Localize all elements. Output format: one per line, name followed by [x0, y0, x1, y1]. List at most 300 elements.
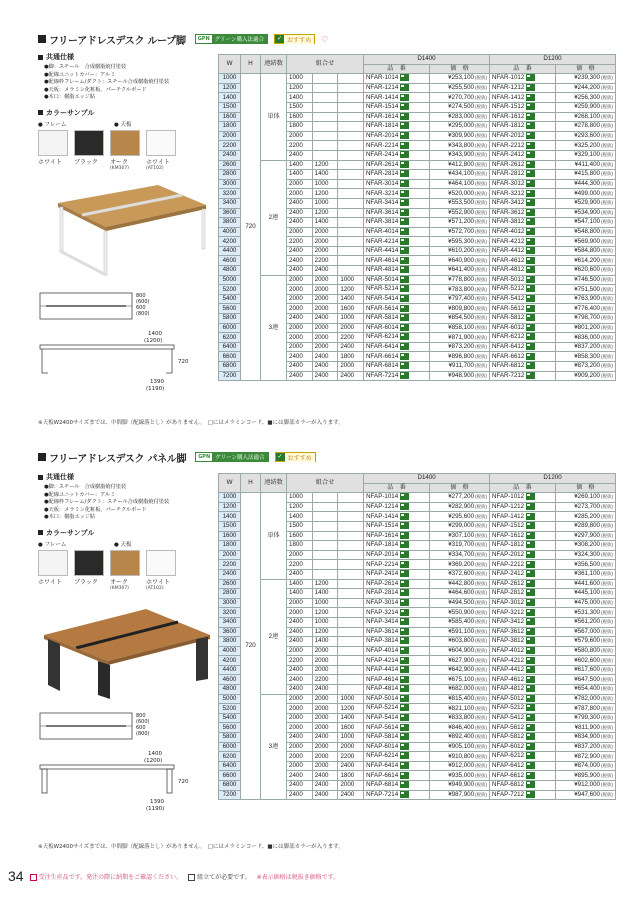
cell-part-number: NFAP-5812: [490, 733, 556, 743]
tax-label: (税抜): [474, 372, 487, 378]
cell-combo-2: [312, 141, 338, 151]
color-code-icon: [400, 628, 409, 635]
cell-combo-3: 1400: [338, 294, 364, 304]
cell-width: 2000: [219, 550, 241, 560]
cell-part-number: NFAP-4212: [490, 656, 556, 666]
color-code-icon: [400, 228, 409, 235]
cell-price: ¥647,500(税抜): [555, 675, 615, 685]
cell-price: ¥412,800(税抜): [430, 160, 490, 170]
tax-label: (税抜): [474, 123, 487, 129]
color-code-icon: [400, 513, 409, 520]
cell-width: 5800: [219, 733, 241, 743]
cell-part-number: NFAR-5012: [489, 275, 555, 285]
tax-label: (税抜): [601, 791, 613, 797]
cell-price: ¥253,100(税抜): [430, 74, 490, 84]
cell-part-number: NFAP-6412: [490, 761, 556, 771]
cell-combo-3: [338, 512, 364, 522]
cell-price: ¥871,900(税抜): [430, 333, 490, 343]
cell-combo-3: 2400: [338, 371, 364, 381]
cell-width: 6400: [219, 761, 241, 771]
cell-part-number: NFAP-6014: [364, 742, 430, 752]
cell-width: 1800: [219, 122, 241, 132]
tax-label: (税抜): [601, 724, 613, 730]
cell-combo-1: 2000: [287, 713, 313, 723]
cell-price: ¥811,900(税抜): [555, 723, 615, 733]
cell-price: ¥553,500(税抜): [430, 198, 490, 208]
color-code-icon: [400, 589, 409, 596]
color-code-icon: [400, 333, 409, 340]
cell-combo-2: 2400: [312, 266, 338, 276]
cell-combo-3: 1600: [338, 723, 364, 733]
cell-price: ¥858,100(税抜): [430, 323, 490, 333]
cell-price: ¥274,500(税抜): [430, 102, 490, 112]
tax-label: (税抜): [475, 724, 488, 730]
cell-combo-3: 1600: [338, 304, 364, 314]
cell-price: ¥580,800(税抜): [555, 646, 615, 656]
spec-item: ●天板：メラミン化粧板、パーチクルボード: [44, 506, 147, 513]
cell-combo-3: [338, 198, 364, 208]
cell-price: ¥499,000(税抜): [556, 189, 616, 199]
cell-width: 1000: [219, 74, 241, 84]
cell-combo-1: 2000: [287, 179, 313, 189]
cell-part-number: NFAR-1614: [363, 112, 429, 122]
cell-combo-1: 2000: [287, 598, 313, 608]
cell-width: 6600: [219, 771, 241, 781]
cell-part-number: NFAP-2814: [364, 589, 430, 599]
footer-note-assembly: 組立てが必要です。: [188, 872, 251, 881]
cell-combo-2: 2400: [312, 685, 338, 695]
cell-combo-3: [338, 579, 364, 589]
tax-label: (税抜): [474, 296, 487, 302]
cell-price: ¥269,100(税抜): [555, 493, 615, 503]
col-w: W: [219, 55, 241, 74]
color-code-icon: [526, 733, 535, 740]
color-code-icon: [526, 580, 535, 587]
cell-part-number: NFAR-4214: [363, 237, 429, 247]
cell-combo-1: 2400: [287, 685, 313, 695]
swatch-oak: オーク (KM307): [110, 550, 140, 591]
cell-price: ¥834,900(税抜): [555, 733, 615, 743]
cell-part-number: NFAR-6212: [489, 333, 555, 343]
color-code-icon: [526, 752, 535, 759]
cell-part-number: NFAR-5412: [489, 294, 555, 304]
svg-text:(1200): (1200): [144, 757, 163, 764]
color-code-icon: [526, 618, 535, 625]
cell-part-number: NFAP-4812: [490, 685, 556, 695]
color-code-icon: [400, 199, 409, 206]
cell-combo-2: [312, 541, 338, 551]
cell-combo-2: [312, 531, 338, 541]
col-w: W: [219, 474, 241, 493]
cell-combo-3: [338, 266, 364, 276]
color-code-icon: [400, 305, 409, 312]
cell-combo-2: [312, 131, 338, 141]
cell-combo-1: 2000: [287, 646, 313, 656]
cell-width: 2800: [219, 589, 241, 599]
cell-part-number: NFAP-2412: [490, 569, 556, 579]
assembly-icon: [188, 874, 195, 881]
tax-label: (税抜): [474, 353, 487, 359]
tax-label: (税抜): [475, 791, 488, 797]
color-code-icon: [526, 142, 535, 149]
cell-part-number: NFAR-7214: [363, 371, 429, 381]
cell-combo-3: [338, 627, 364, 637]
cell-combo-3: 1000: [338, 314, 364, 324]
color-code-icon: [400, 781, 409, 788]
cell-combo-1: 2400: [287, 617, 313, 627]
color-code-icon: [400, 113, 409, 120]
cell-part-number: NFAP-2414: [364, 569, 430, 579]
cell-combo-1: 2200: [287, 560, 313, 570]
tax-label: (税抜): [474, 200, 487, 206]
cell-combo-3: [338, 617, 364, 627]
cell-part-number: NFAP-6414: [364, 761, 430, 771]
color-code-icon: [526, 685, 535, 692]
svg-text:(1190): (1190): [146, 805, 165, 812]
cell-combo-2: 1200: [312, 579, 338, 589]
color-code-icon: [526, 190, 535, 197]
cell-combo-1: 2400: [287, 637, 313, 647]
color-code-icon: [400, 257, 409, 264]
tax-label: (税抜): [601, 200, 613, 206]
color-heading: カラーサンプル: [38, 528, 213, 538]
color-code-icon: [526, 503, 535, 510]
cell-combo-3: [338, 656, 364, 666]
cell-part-number: NFAP-1514: [364, 521, 430, 531]
cell-price: ¥610,200(税抜): [430, 246, 490, 256]
tax-label: (税抜): [601, 238, 613, 244]
cell-price: ¥602,600(税抜): [555, 656, 615, 666]
cell-combo-2: 2400: [312, 781, 338, 791]
cell-combo-3: [338, 531, 364, 541]
cell-part-number: NFAP-5612: [490, 723, 556, 733]
cell-price: ¥329,100(税抜): [556, 150, 616, 160]
tax-label: (税抜): [601, 363, 613, 369]
cell-combo-1: 1000: [287, 74, 313, 84]
cell-price: ¥987,900(税抜): [429, 790, 489, 800]
color-code-icon: [526, 628, 535, 635]
cell-part-number: NFAR-3014: [363, 179, 429, 189]
cell-combo-3: [338, 521, 364, 531]
dimension-drawing-panel: [38, 707, 213, 817]
cell-price: ¥682,000(税抜): [429, 685, 489, 695]
cell-part-number: NFAR-1514: [363, 102, 429, 112]
cell-part-number: NFAR-2614: [363, 160, 429, 170]
color-code-icon: [526, 657, 535, 664]
cell-width: 1800: [219, 541, 241, 551]
table-row: [219, 160, 616, 170]
color-code-icon: [400, 103, 409, 110]
cell-combo-2: 2000: [312, 752, 338, 762]
color-code-icon: [400, 647, 409, 654]
table-note: ※天板W2400サイズまでは、中間脚（配線落とし）がありません。 □にはメラミンコード、■には脚部カラーが入ります。: [38, 420, 344, 426]
tax-label: (税抜): [475, 734, 488, 740]
tax-label: (税抜): [475, 513, 488, 519]
color-code-icon: [400, 238, 409, 245]
cell-width: 5200: [219, 285, 241, 295]
cell-price: ¥569,900(税抜): [556, 237, 616, 247]
cell-combo-1: 1200: [287, 83, 313, 93]
color-code-icon: [526, 609, 535, 616]
cell-width: 5600: [219, 304, 241, 314]
cell-part-number: NFAR-2812: [489, 170, 555, 180]
color-code-icon: [400, 247, 409, 254]
tax-label: (税抜): [474, 315, 487, 321]
tax-label: (税抜): [601, 657, 613, 663]
color-code-icon: [526, 570, 535, 577]
cell-width: 6800: [219, 362, 241, 372]
cell-combo-1: 2000: [287, 323, 313, 333]
tax-label: (税抜): [475, 647, 488, 653]
color-code-icon: [526, 247, 535, 254]
table-row: [219, 493, 616, 503]
heart-icon: ♡: [321, 34, 329, 44]
tax-label: (税抜): [601, 286, 613, 292]
cell-part-number: NFAP-6814: [364, 781, 430, 791]
cell-price: ¥858,300(税抜): [556, 352, 616, 362]
cell-part-number: NFAR-4612: [489, 256, 555, 266]
tax-label: (税抜): [475, 532, 488, 538]
swatch-white-top: ホワイト (AT102): [146, 550, 176, 591]
cell-combo-1: 2200: [287, 237, 313, 247]
tax-label: (税抜): [601, 142, 613, 148]
cell-combo-1: 1400: [287, 589, 313, 599]
cell-combo-1: 2000: [287, 550, 313, 560]
cell-price: ¥283,000(税抜): [430, 112, 490, 122]
cell-price: ¥319,700(税抜): [429, 541, 489, 551]
color-code-icon: [400, 657, 409, 664]
tax-label: (税抜): [475, 772, 488, 778]
cell-combo-2: [312, 550, 338, 560]
cell-part-number: NFAP-3614: [364, 627, 430, 637]
color-code-icon: [526, 513, 535, 520]
color-heading: カラーサンプル: [38, 108, 213, 118]
cell-width: 4400: [219, 665, 241, 675]
color-code-icon: [526, 714, 535, 721]
cell-part-number: NFAP-2014: [364, 550, 430, 560]
cell-combo-3: [338, 74, 364, 84]
cell-part-number: NFAP-1414: [364, 512, 430, 522]
cell-part-number: NFAR-3612: [489, 208, 555, 218]
tax-label: (税抜): [601, 248, 613, 254]
cell-combo-1: 2000: [287, 694, 313, 704]
cell-price: ¥912,000(税抜): [555, 781, 615, 791]
cell-combo-3: 1200: [338, 704, 364, 714]
color-code-icon: [526, 151, 535, 158]
cell-combo-2: [312, 512, 338, 522]
cell-combo-2: 1400: [312, 218, 338, 228]
color-code-icon: [400, 94, 409, 101]
cell-width: 3600: [219, 208, 241, 218]
color-code-icon: [526, 589, 535, 596]
cell-combo-3: [338, 550, 364, 560]
color-code-icon: [526, 285, 535, 292]
cell-price: ¥833,800(税抜): [429, 713, 489, 723]
cell-part-number: NFAP-5212: [490, 704, 556, 714]
cell-part-number: NFAR-2014: [363, 131, 429, 141]
cell-connection-count: 3連: [261, 275, 287, 381]
tax-label: (税抜): [601, 542, 613, 548]
cell-price: ¥604,900(税抜): [429, 646, 489, 656]
cell-price: ¥909,200(税抜): [556, 371, 616, 381]
svg-text:1400: 1400: [148, 750, 162, 757]
cell-combo-2: 1400: [312, 170, 338, 180]
cell-combo-1: 2400: [287, 198, 313, 208]
cell-combo-1: 2400: [287, 569, 313, 579]
color-code-icon: [400, 276, 409, 283]
cell-combo-2: 1000: [312, 198, 338, 208]
svg-text:(600): (600): [136, 718, 150, 725]
cell-price: ¥282,900(税抜): [429, 502, 489, 512]
cell-price: ¥675,100(税抜): [429, 675, 489, 685]
spec-item: ●配線枠フレーム/ダクト：スチール合成樹脂焼付塗装: [44, 79, 170, 85]
color-code-icon: [400, 685, 409, 692]
color-code-icon: [526, 333, 535, 340]
cell-price: ¥948,900(税抜): [430, 371, 490, 381]
cell-width: 1500: [219, 102, 241, 112]
cell-part-number: NFAR-6614: [363, 352, 429, 362]
tax-label: (税抜): [601, 276, 613, 282]
cell-part-number: NFAR-5814: [363, 314, 429, 324]
color-code-icon: [400, 151, 409, 158]
tax-label: (税抜): [601, 552, 613, 558]
cell-combo-2: 2000: [312, 665, 338, 675]
table-row: [219, 579, 616, 589]
cell-price: ¥912,000(税抜): [429, 761, 489, 771]
col-combination: 組合せ: [287, 474, 364, 493]
cell-combo-2: 2000: [312, 237, 338, 247]
cell-part-number: NFAP-7214: [364, 790, 430, 800]
cell-price: ¥295,600(税抜): [429, 512, 489, 522]
cell-combo-1: 1400: [287, 512, 313, 522]
cell-combo-3: [338, 131, 364, 141]
tax-label: (税抜): [601, 561, 613, 567]
color-code-icon: [400, 791, 409, 798]
page-number: 34: [8, 868, 24, 884]
color-code-icon: [400, 570, 409, 577]
cell-width: 7200: [219, 790, 241, 800]
swatch-oak: オーク (KM307): [110, 130, 140, 171]
cell-combo-2: 1400: [312, 589, 338, 599]
cell-combo-3: 1400: [338, 713, 364, 723]
svg-text:600: 600: [136, 724, 146, 731]
color-code-icon: [400, 704, 409, 711]
cell-combo-2: 2000: [312, 304, 338, 314]
cell-price: ¥801,200(税抜): [556, 323, 616, 333]
cell-price: ¥778,800(税抜): [430, 275, 490, 285]
cell-combo-1: 2000: [287, 189, 313, 199]
cell-width: 1400: [219, 93, 241, 103]
color-code-icon: [400, 733, 409, 740]
cell-combo-1: 2400: [287, 675, 313, 685]
cell-part-number: NFAP-1612: [490, 531, 556, 541]
left-panel-loop: [38, 52, 213, 399]
color-code-icon: [400, 561, 409, 568]
tax-label: (税抜): [601, 296, 613, 302]
cell-width: 3000: [219, 179, 241, 189]
cell-part-number: NFAR-5812: [489, 314, 555, 324]
cell-combo-1: 2200: [287, 656, 313, 666]
cell-part-number: NFAR-3412: [489, 198, 555, 208]
cell-combo-3: 2400: [338, 761, 364, 771]
cell-width: 2200: [219, 141, 241, 151]
cell-part-number: NFAR-3812: [489, 218, 555, 228]
cell-part-number: NFAR-2212: [489, 141, 555, 151]
page-title: フリーアドレスデスク パネル脚: [49, 453, 187, 465]
cell-price: ¥642,900(税抜): [429, 665, 489, 675]
cell-width: 2600: [219, 579, 241, 589]
cell-price: ¥255,500(税抜): [430, 83, 490, 93]
cell-price: ¥571,200(税抜): [430, 218, 490, 228]
cell-width: 6000: [219, 323, 241, 333]
cell-combo-3: 2400: [338, 342, 364, 352]
tax-label: (税抜): [601, 219, 613, 225]
color-code-icon: [400, 618, 409, 625]
cell-combo-2: [312, 102, 338, 112]
color-code-icon: [526, 238, 535, 245]
tax-label: (税抜): [601, 667, 613, 673]
cell-part-number: NFAP-5412: [490, 713, 556, 723]
spec-item: ●天板：メラミン化粧板、パーチクルボード: [44, 86, 147, 93]
cell-price: ¥285,200(税抜): [555, 512, 615, 522]
cell-part-number: NFAR-6612: [489, 352, 555, 362]
cell-combo-3: [338, 112, 364, 122]
color-code-icon: [400, 609, 409, 616]
recommend-badge: ✓ おすすめ: [275, 452, 316, 462]
cell-width: 6800: [219, 781, 241, 791]
tax-label: (税抜): [474, 209, 487, 215]
cell-combo-1: 2400: [287, 362, 313, 372]
cell-combo-3: [338, 141, 364, 151]
color-code-icon: [526, 84, 535, 91]
green-purchase-badge: GPN グリーン購入法適合: [195, 452, 268, 462]
cell-combo-2: 2400: [312, 352, 338, 362]
spec-item: ●脚：スチール 合成樹脂焼付塗装: [44, 64, 127, 70]
col-part-no: 品 番: [364, 483, 430, 493]
table-row: [219, 275, 616, 285]
tax-label: (税抜): [475, 667, 488, 673]
cell-price: ¥547,100(税抜): [556, 218, 616, 228]
product-photo-loop-desk: [38, 175, 213, 285]
top-label: ● 天板: [114, 121, 132, 128]
color-code-icon: [400, 541, 409, 548]
tax-label: (税抜): [601, 523, 613, 529]
color-code-icon: [400, 372, 409, 379]
cell-price: ¥905,100(税抜): [429, 742, 489, 752]
cell-part-number: NFAR-5612: [489, 304, 555, 314]
swatch-black: ブラック: [74, 130, 104, 171]
price-table-panel: [218, 473, 616, 800]
cell-combo-1: 1500: [287, 102, 313, 112]
cell-price: ¥595,300(税抜): [430, 237, 490, 247]
cell-part-number: NFAR-5014: [363, 275, 429, 285]
tax-label: (税抜): [475, 686, 488, 692]
cell-part-number: NFAR-2214: [363, 141, 429, 151]
cell-combo-2: 1200: [312, 627, 338, 637]
cell-combo-2: 2000: [312, 275, 338, 285]
cell-combo-2: 1000: [312, 179, 338, 189]
recommend-badge: ✓ おすすめ: [274, 34, 315, 44]
cell-price: ¥295,000(税抜): [430, 122, 490, 132]
tax-label: (税抜): [475, 657, 488, 663]
cell-width: 3200: [219, 608, 241, 618]
cell-combo-3: [338, 102, 364, 112]
tax-label: (税抜): [601, 104, 613, 110]
cell-price: ¥534,900(税抜): [556, 208, 616, 218]
col-part-no: 品 番: [490, 483, 556, 493]
cell-combo-2: 1200: [312, 160, 338, 170]
order-icon: [30, 874, 37, 881]
